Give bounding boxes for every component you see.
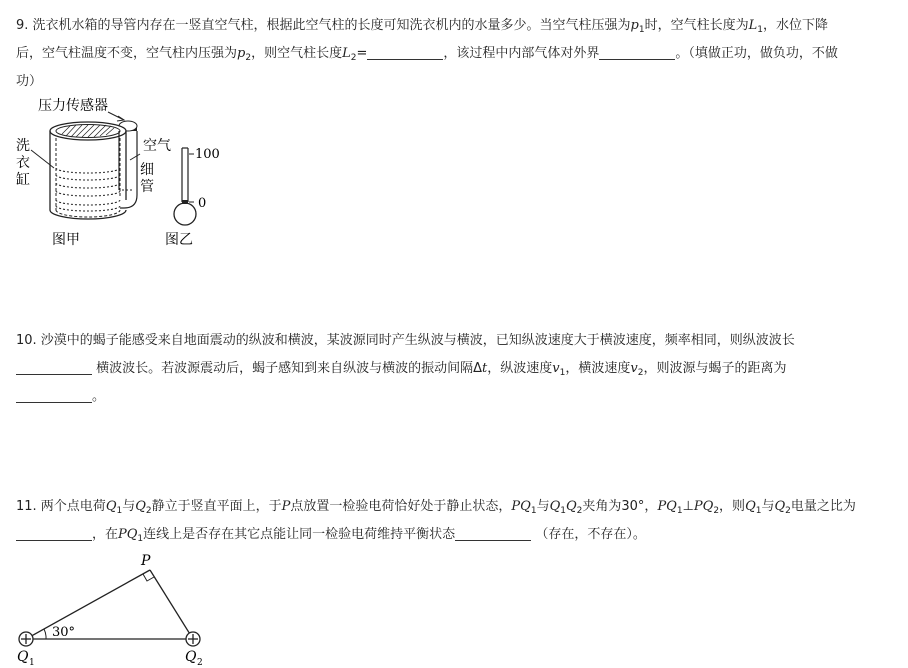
question-9 <box>16 12 900 96</box>
q11-line-1 <box>16 493 900 521</box>
q11-text: ，在 <box>92 527 119 542</box>
q1-label: Q <box>17 649 29 665</box>
answer-blank[interactable] <box>16 388 92 403</box>
air-label: 空气 <box>143 138 171 154</box>
q11-text: 与 <box>761 499 775 514</box>
var-Q: Q <box>105 499 117 514</box>
drum-label-1: 洗 <box>16 138 30 154</box>
subscript: 2 <box>713 506 720 516</box>
q9-text: ，该过程中内部气体对外界 <box>443 46 600 61</box>
charge-triangle-figure <box>0 548 230 668</box>
q9-text: 。（填做正功，做负功，不做 <box>675 46 838 61</box>
q11-text: ，则 <box>719 499 746 514</box>
tube-label-1: 细 <box>140 162 154 178</box>
right-angle-mark <box>143 574 154 581</box>
question-11 <box>16 493 900 549</box>
point-p-label: P <box>141 553 151 569</box>
q11-text: 夹角为30°， <box>582 499 658 514</box>
q2-subscript: 2 <box>197 658 203 668</box>
q11-text: 点放置一检验电荷恰好处于静止状态， <box>290 499 512 514</box>
subscript: 1 <box>676 506 683 516</box>
pq1-line <box>26 570 150 639</box>
q10-text: ，则波源与蝎子的距离为 <box>643 361 787 376</box>
var-t: t <box>482 361 488 376</box>
figure-caption-a: 图甲 <box>52 232 80 248</box>
equals: = <box>356 46 368 61</box>
q9-line-2 <box>16 40 900 68</box>
subscript: 1 <box>757 25 763 35</box>
subscript: 1 <box>638 25 645 35</box>
q11-text: 与 <box>536 499 550 514</box>
var-p: p <box>237 46 246 61</box>
tube-label-2: 管 <box>140 179 154 195</box>
q10-line-1 <box>16 327 900 355</box>
q10-text: 横波波长。若波源震动后，蝎子感知到来自纵波与横波的振动间隔Δ <box>96 361 483 376</box>
var-Q: Q <box>565 499 577 514</box>
answer-blank[interactable] <box>16 526 92 541</box>
pq2-line <box>150 570 193 639</box>
angle-label: 30° <box>52 625 76 640</box>
subscript: 1 <box>137 534 144 544</box>
q11-line-2 <box>16 521 900 549</box>
var-PQ: PQ <box>511 499 531 514</box>
q10-text: 10. 沙漠中的蝎子能感受来自地面震动的纵波和横波，某波源同时产生纵波与横波，已知纵波速度大于横波速度，频率相同，则纵波波长 <box>16 333 795 348</box>
subscript: 1 <box>755 506 762 516</box>
var-v: v <box>552 361 560 376</box>
var-v: v <box>630 361 638 376</box>
q10-line-3 <box>16 383 900 411</box>
var-PQ: PQ <box>118 527 138 542</box>
gauge-max-label: 100 <box>195 147 220 162</box>
figure-caption-b: 图乙 <box>165 232 193 248</box>
drum-label-2: 衣 <box>16 155 30 171</box>
q9-text: ，水位下降 <box>763 18 829 33</box>
perp-symbol: ⊥ <box>682 499 694 514</box>
angle-arc <box>44 629 46 639</box>
gauge-min-label: 0 <box>198 196 207 211</box>
washer-figure <box>0 90 240 250</box>
var-P: P <box>281 499 291 514</box>
q11-text: 静立于竖直平面上，于 <box>151 499 282 514</box>
answer-blank[interactable] <box>599 45 675 60</box>
var-L: L <box>748 18 758 33</box>
q10-text: 。 <box>92 389 106 404</box>
var-L: L <box>342 46 351 61</box>
drum-label-3: 缸 <box>16 172 30 188</box>
subscript: 2 <box>245 53 252 63</box>
q11-text: 11. 两个点电荷 <box>16 499 106 514</box>
subscript: 1 <box>559 368 566 378</box>
answer-blank[interactable] <box>367 45 443 60</box>
q9-text: 功） <box>16 74 43 89</box>
answer-blank[interactable] <box>455 526 531 541</box>
q10-line-2 <box>16 355 900 383</box>
q11-text: 连线上是否存在其它点能让同一检验电荷维持平衡状态 <box>143 527 456 542</box>
var-Q: Q <box>135 499 146 514</box>
subscript: 2 <box>785 506 791 516</box>
subscript: 1 <box>530 506 537 516</box>
q10-text: ，横波速度 <box>565 361 631 376</box>
charge-q1 <box>19 632 33 646</box>
q11-text: 与 <box>122 499 136 514</box>
answer-blank[interactable] <box>16 360 92 375</box>
var-Q: Q <box>774 499 786 514</box>
q9-text: 后，空气柱温度不变，空气柱内压强为 <box>16 46 238 61</box>
sensor-label: 压力传感器 <box>38 98 108 114</box>
var-Q: Q <box>745 499 756 514</box>
q10-text: ，纵波速度 <box>487 361 553 376</box>
q9-text: ，则空气柱长度 <box>251 46 343 61</box>
var-p: p <box>630 18 639 33</box>
subscript: 1 <box>116 506 123 516</box>
q9-text: 时，空气柱长度为 <box>644 18 749 33</box>
subscript: 2 <box>350 53 357 63</box>
q1-subscript: 1 <box>29 658 35 668</box>
subscript: 1 <box>560 506 566 516</box>
q9-text: 9. 洗衣机水箱的导管内存在一竖直空气柱，根据此空气柱的长度可知洗衣机内的水量多少。当空气柱压强为 <box>16 18 631 33</box>
q11-text: （存在，不存在）。 <box>535 527 646 542</box>
subscript: 2 <box>576 506 583 516</box>
question-10 <box>16 327 900 411</box>
subscript: 2 <box>145 506 152 516</box>
var-PQ: PQ <box>693 499 714 514</box>
charge-q2 <box>186 632 200 646</box>
var-PQ: PQ <box>657 499 677 514</box>
subscript: 2 <box>637 368 644 378</box>
q11-text: 电量之比为 <box>790 499 856 514</box>
q9-line-1 <box>16 12 900 40</box>
var-Q: Q <box>549 499 561 514</box>
q2-label: Q <box>185 649 197 665</box>
